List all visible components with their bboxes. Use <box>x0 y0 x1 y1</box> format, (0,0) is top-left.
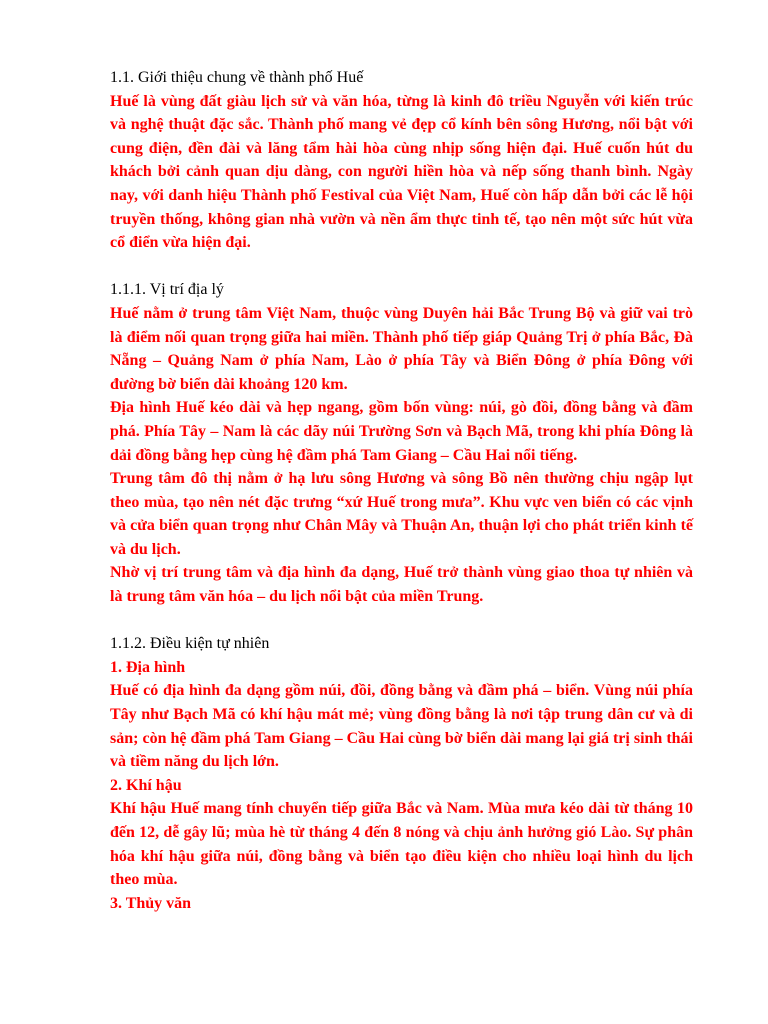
section-heading-1-1: 1.1. Giới thiệu chung về thành phố Huế <box>110 69 364 86</box>
location-paragraph-4: Nhờ vị trí trung tâm và địa hình đa dạng, Huế trở thành vùng giao thoa tự nhiên và là trung tâm văn hóa – du lịch nổi bật của miền Trung. <box>110 564 693 606</box>
subsection-title-terrain: 1. Địa hình <box>110 658 186 676</box>
climate-paragraph: Khí hậu Huế mang tính chuyển tiếp giữa Bắc và Nam. Mùa mưa kéo dài từ tháng 10 đến 12, dễ gây lũ; mùa hè từ tháng 4 đến 8 nóng và chịu ảnh hưởng gió Lào. Sự phân hóa khí hậu giữa núi, đồng bằng và biển tạo điều kiện cho nhiều loại hình du lịch theo mùa. <box>110 800 693 889</box>
location-paragraph-1: Huế nằm ở trung tâm Việt Nam, thuộc vùng Duyên hải Bắc Trung Bộ và giữ vai trò là điểm nối quan trọng giữa hai miền. Thành phố tiếp giáp Quảng Trị ở phía Bắc, Đà Nẵng – Quảng Nam ở phía Nam, Lào ở phía Tây và Biển Đông ở phía Đông với đường bờ biển dài khoảng 120 km. <box>110 304 693 393</box>
section-1-1-paragraph: Huế là vùng đất giàu lịch sử và văn hóa, từng là kinh đô triều Nguyễn với kiến trúc và nghệ thuật đặc sắc. Thành phố mang vẻ đẹp cổ kính bên sông Hương, nổi bật với cung điện, đền đài và lăng tẩm hài hòa cùng nhịp sống hiện đại. Huế cuốn hút du khách bởi cảnh quan dịu dàng, con người hiền hòa và nếp sống thanh bình. Ngày nay, với danh hiệu Thành phố Festival của Việt Nam, Huế còn hấp dẫn bởi các lễ hội truyền thống, không gian nhà vườn và nền ẩm thực tinh tế, tạo nên một sức hút vừa cổ điển vừa hiện đại. <box>110 92 693 252</box>
location-paragraph-3: Trung tâm đô thị nằm ở hạ lưu sông Hương và sông Bồ nên thường chịu ngập lụt theo mùa, tạo nên nét đặc trưng “xứ Huế trong mưa”. Khu vực ven biển có các vịnh và cửa biển quan trọng như Chân Mây và Thuận An, thuận lợi cho phát triển kinh tế và du lịch. <box>110 470 693 558</box>
section-heading-1-1-1: 1.1.1. Vị trí địa lý <box>110 281 224 299</box>
terrain-paragraph: Huế có địa hình đa dạng gồm núi, đồi, đồng bằng và đầm phá – biển. Vùng núi phía Tây như Bạch Mã có khí hậu mát mẻ; vùng đồng bằng là nơi tập trung dân cư và di sản; còn hệ đầm phá Tam Giang – Cầu Hai cùng bờ biển dài mang lại giá trị sinh thái và tiềm năng du lịch lớn. <box>110 682 693 771</box>
document-page <box>110 66 693 915</box>
spacer <box>110 255 693 279</box>
subsection-title-hydrology: 3. Thủy văn <box>110 894 192 912</box>
subsection-title-climate: 2. Khí hậu <box>110 776 182 794</box>
location-paragraph-2: Địa hình Huế kéo dài và hẹp ngang, gồm bốn vùng: núi, gò đồi, đồng bằng và đầm phá. Phía Tây – Nam là các dãy núi Trường Sơn và Bạch Mã, trong khi phía Đông là dải đồng bằng hẹp cùng hệ đầm phá Tam Giang – Cầu Hai nổi tiếng. <box>110 399 693 464</box>
spacer <box>110 609 693 633</box>
section-heading-1-1-2: 1.1.2. Điều kiện tự nhiên <box>110 635 270 653</box>
